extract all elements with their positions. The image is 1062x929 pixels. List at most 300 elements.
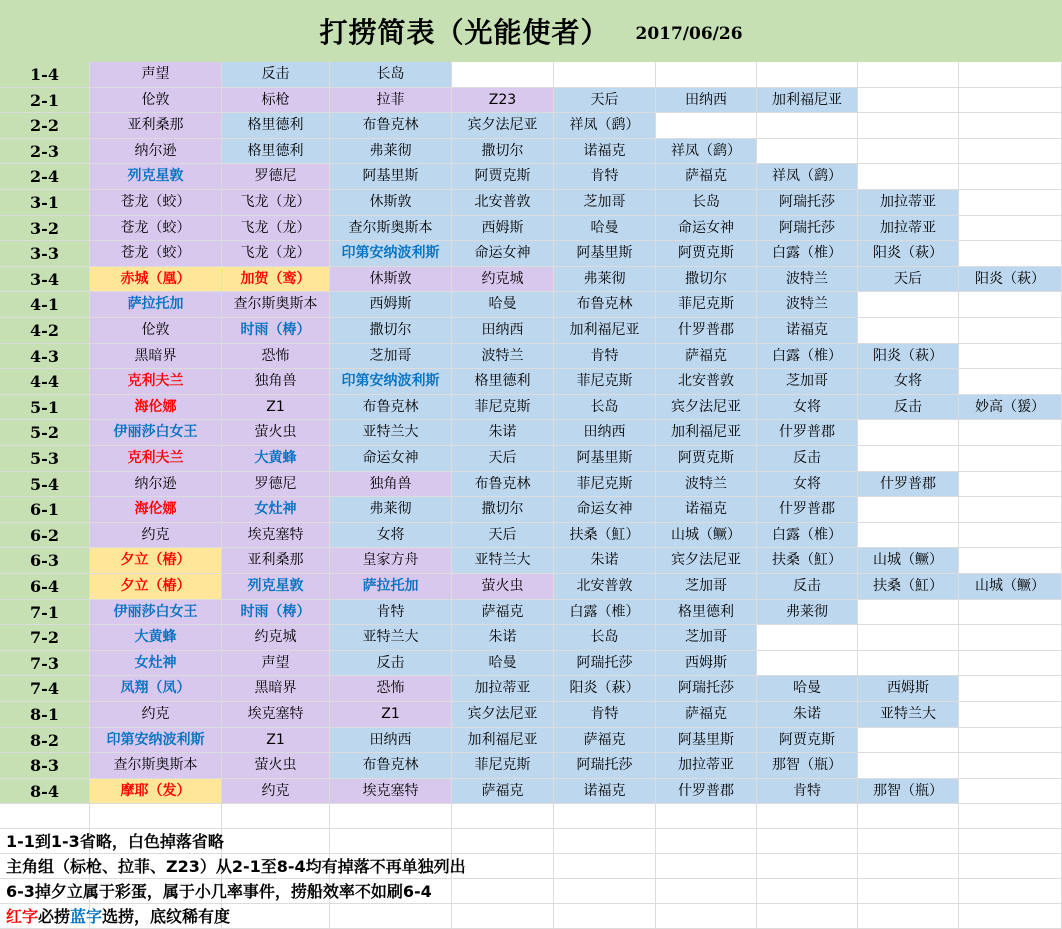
ship-cell: 布鲁克林	[330, 395, 452, 421]
empty-cell	[554, 804, 656, 829]
ship-cell: 哈曼	[452, 651, 554, 677]
ship-cell: 黑暗界	[90, 344, 222, 370]
ship-cell: 亚特兰大	[452, 548, 554, 574]
note-segment: 红字	[6, 907, 39, 927]
ship-cell: 菲尼克斯	[452, 395, 554, 421]
empty-cell	[858, 904, 959, 929]
ship-cell: 女灶神	[222, 497, 330, 523]
table-row	[0, 88, 1062, 114]
ship-cell: 加利福尼亚	[452, 728, 554, 754]
stage-label: 5-4	[0, 472, 90, 498]
ship-cell: 印第安纳波利斯	[330, 241, 452, 267]
empty-cell	[452, 879, 554, 904]
ship-cell: 阳炎（萩）	[959, 267, 1062, 293]
ship-cell: 西姆斯	[330, 292, 452, 318]
ship-cell: 阿瑞托莎	[656, 676, 757, 702]
ship-cell: 祥凤（鹞）	[757, 164, 858, 190]
empty-cell	[959, 446, 1062, 472]
note-row	[0, 904, 1062, 929]
ship-cell: 加利福尼亚	[554, 318, 656, 344]
ship-cell: 菲尼克斯	[452, 753, 554, 779]
ship-cell: 扶桑（魟）	[554, 523, 656, 549]
ship-cell: 朱诺	[452, 420, 554, 446]
empty-cell	[858, 139, 959, 165]
ship-cell: 祥凤（鹞）	[656, 139, 757, 165]
ship-cell: 肯特	[330, 600, 452, 626]
stage-label: 4-4	[0, 369, 90, 395]
ship-cell: 阿基里斯	[330, 164, 452, 190]
empty-cell	[858, 113, 959, 139]
ship-cell: 朱诺	[757, 702, 858, 728]
empty-cell	[554, 854, 656, 879]
ship-cell: 女将	[757, 395, 858, 421]
ship-cell: 萨福克	[452, 600, 554, 626]
ship-cell: 肯特	[757, 779, 858, 805]
note-row	[0, 879, 1062, 904]
empty-cell	[757, 625, 858, 651]
ship-cell: 印第安纳波利斯	[330, 369, 452, 395]
stage-label: 8-4	[0, 779, 90, 805]
ship-cell: 约克城	[452, 267, 554, 293]
empty-cell	[959, 241, 1062, 267]
empty-cell	[959, 625, 1062, 651]
table-row	[0, 344, 1062, 370]
empty-cell	[959, 548, 1062, 574]
ship-cell: 女将	[757, 472, 858, 498]
ship-cell: 祥凤（鹞）	[554, 113, 656, 139]
ship-cell: 加利福尼亚	[656, 420, 757, 446]
ship-cell: 伊丽莎白女王	[90, 420, 222, 446]
sheet-date: 2017/06/26	[635, 24, 743, 44]
table-row	[0, 216, 1062, 242]
ship-cell: 芝加哥	[656, 625, 757, 651]
ship-cell: 长岛	[554, 395, 656, 421]
ship-cell: 伊丽莎白女王	[90, 600, 222, 626]
empty-cell	[90, 804, 222, 829]
empty-cell	[959, 676, 1062, 702]
table-row	[0, 113, 1062, 139]
ship-cell: 查尔斯奥斯本	[222, 292, 330, 318]
ship-cell: 苍龙（蛟）	[90, 190, 222, 216]
ship-cell: 宾夕法尼亚	[452, 113, 554, 139]
ship-cell: 芝加哥	[656, 574, 757, 600]
note-segment: 1-1到1-3省略，白色掉落省略	[6, 832, 224, 852]
ship-cell: 阿瑞托莎	[554, 651, 656, 677]
ship-cell: 加拉蒂亚	[656, 753, 757, 779]
ship-cell: 阿基里斯	[554, 241, 656, 267]
empty-cell	[656, 804, 757, 829]
empty-cell	[959, 139, 1062, 165]
table-row	[0, 497, 1062, 523]
ship-cell: 弗莱彻	[330, 139, 452, 165]
empty-cell	[959, 497, 1062, 523]
empty-cell	[656, 113, 757, 139]
empty-cell	[452, 804, 554, 829]
stage-label: 4-1	[0, 292, 90, 318]
ship-cell: 北安普敦	[452, 190, 554, 216]
title-bar	[0, 0, 1062, 63]
ship-cell: 肯特	[554, 702, 656, 728]
ship-cell: 萨拉托加	[90, 292, 222, 318]
ship-cell: 田纳西	[554, 420, 656, 446]
empty-cell	[959, 420, 1062, 446]
empty-cell	[757, 62, 858, 88]
empty-cell	[858, 625, 959, 651]
empty-cell	[757, 139, 858, 165]
empty-cell	[959, 216, 1062, 242]
table-row	[0, 779, 1062, 805]
ship-cell: 飞龙（龙）	[222, 241, 330, 267]
ship-cell: 萨拉托加	[330, 574, 452, 600]
ship-cell: 海伦娜	[90, 395, 222, 421]
empty-cell	[959, 753, 1062, 779]
ship-cell: 白露（椎）	[757, 523, 858, 549]
ship-cell: 白露（椎）	[757, 344, 858, 370]
stage-label: 5-3	[0, 446, 90, 472]
stage-label: 1-4	[0, 62, 90, 88]
ship-cell: 西姆斯	[858, 676, 959, 702]
ship-cell: 反击	[757, 574, 858, 600]
table-row	[0, 369, 1062, 395]
empty-cell	[858, 88, 959, 114]
empty-cell	[757, 651, 858, 677]
stage-label: 2-1	[0, 88, 90, 114]
stage-label: 2-4	[0, 164, 90, 190]
note-row	[0, 829, 1062, 854]
ship-cell: 埃克塞特	[222, 523, 330, 549]
note-text	[6, 904, 230, 929]
stage-label: 5-2	[0, 420, 90, 446]
stage-label: 7-4	[0, 676, 90, 702]
note-segment: 6-3掉夕立属于彩蛋，属于小几率事件，捞船效率不如刷6-4	[6, 882, 432, 902]
ship-cell: 芝加哥	[330, 344, 452, 370]
ship-cell: 罗德尼	[222, 472, 330, 498]
ship-cell: 亚利桑那	[222, 548, 330, 574]
ship-cell: 克利夫兰	[90, 446, 222, 472]
ship-cell: 哈曼	[757, 676, 858, 702]
ship-cell: 女灶神	[90, 651, 222, 677]
empty-cell	[959, 600, 1062, 626]
empty-cell	[858, 753, 959, 779]
empty-cell	[222, 829, 330, 854]
ship-cell: 宾夕法尼亚	[656, 395, 757, 421]
ship-cell: 阳炎（萩）	[554, 676, 656, 702]
ship-cell: 飞龙（龙）	[222, 190, 330, 216]
ship-cell: 弗莱彻	[330, 497, 452, 523]
ship-cell: 北安普敦	[656, 369, 757, 395]
empty-cell	[858, 829, 959, 854]
stage-label: 8-2	[0, 728, 90, 754]
ship-cell: 反击	[858, 395, 959, 421]
empty-cell	[858, 62, 959, 88]
ship-cell: 约克	[90, 702, 222, 728]
empty-cell	[0, 804, 90, 829]
note-row	[0, 854, 1062, 879]
stage-label: 8-1	[0, 702, 90, 728]
ship-cell: 宾夕法尼亚	[656, 548, 757, 574]
empty-cell	[554, 904, 656, 929]
ship-cell: 命运女神	[656, 216, 757, 242]
empty-cell	[452, 829, 554, 854]
ship-cell: 大黄蜂	[222, 446, 330, 472]
ship-cell: 撒切尔	[656, 267, 757, 293]
empty-cell	[858, 446, 959, 472]
empty-cell	[959, 804, 1062, 829]
ship-cell: 天后	[858, 267, 959, 293]
empty-cell	[858, 497, 959, 523]
ship-cell: 撒切尔	[452, 139, 554, 165]
ship-cell: 朱诺	[452, 625, 554, 651]
ship-cell: 弗莱彻	[554, 267, 656, 293]
ship-cell: 亚利桑那	[90, 113, 222, 139]
table-row	[0, 472, 1062, 498]
stage-label: 7-1	[0, 600, 90, 626]
empty-cell	[858, 523, 959, 549]
stage-label: 5-1	[0, 395, 90, 421]
stage-label: 7-2	[0, 625, 90, 651]
empty-cell	[959, 779, 1062, 805]
ship-cell: 女将	[858, 369, 959, 395]
ship-cell: 休斯敦	[330, 190, 452, 216]
empty-cell	[656, 62, 757, 88]
empty-cell	[858, 728, 959, 754]
ship-cell: 阿贾克斯	[656, 241, 757, 267]
empty-cell	[959, 344, 1062, 370]
empty-cell	[959, 854, 1062, 879]
stage-label: 3-2	[0, 216, 90, 242]
ship-cell: 阿贾克斯	[656, 446, 757, 472]
ship-cell: 亚特兰大	[858, 702, 959, 728]
empty-cell	[757, 904, 858, 929]
table-row	[0, 728, 1062, 754]
table-row	[0, 62, 1062, 88]
ship-cell: 布鲁克林	[554, 292, 656, 318]
stage-label: 7-3	[0, 651, 90, 677]
table-row	[0, 190, 1062, 216]
table-row	[0, 574, 1062, 600]
ship-cell: 阿贾克斯	[757, 728, 858, 754]
ship-cell: 摩耶（发）	[90, 779, 222, 805]
ship-cell: 萤火虫	[222, 420, 330, 446]
ship-cell: Z1	[330, 702, 452, 728]
ship-cell: 阿瑞托莎	[757, 216, 858, 242]
empty-cell	[858, 600, 959, 626]
ship-cell: 诺福克	[554, 139, 656, 165]
ship-cell: 什罗普郡	[757, 497, 858, 523]
empty-cell	[757, 113, 858, 139]
ship-cell: 苍龙（蛟）	[90, 241, 222, 267]
ship-cell: 加拉蒂亚	[858, 190, 959, 216]
ship-cell: 北安普敦	[554, 574, 656, 600]
ship-cell: 阿基里斯	[554, 446, 656, 472]
table-row	[0, 318, 1062, 344]
ship-cell: 时雨（梼）	[222, 600, 330, 626]
stage-label: 6-4	[0, 574, 90, 600]
table-row	[0, 600, 1062, 626]
empty-cell	[959, 318, 1062, 344]
ship-cell: 恐怖	[330, 676, 452, 702]
note-text	[6, 879, 432, 904]
empty-cell	[959, 190, 1062, 216]
note-segment: 蓝字	[70, 907, 103, 927]
table-row	[0, 267, 1062, 293]
ship-cell: 白露（椎）	[757, 241, 858, 267]
empty-cell	[656, 904, 757, 929]
empty-cell	[959, 904, 1062, 929]
empty-cell	[959, 292, 1062, 318]
ship-cell: 独角兽	[222, 369, 330, 395]
ship-cell: 萨福克	[656, 164, 757, 190]
empty-cell	[959, 62, 1062, 88]
ship-cell: 恐怖	[222, 344, 330, 370]
table-row	[0, 625, 1062, 651]
ship-cell: 约克	[90, 523, 222, 549]
ship-cell: Z1	[222, 728, 330, 754]
ship-cell: 弗莱彻	[757, 600, 858, 626]
empty-cell	[222, 804, 330, 829]
ship-cell: 阿瑞托莎	[757, 190, 858, 216]
ship-cell: 菲尼克斯	[554, 369, 656, 395]
ship-cell: 芝加哥	[554, 190, 656, 216]
ship-cell: 宾夕法尼亚	[452, 702, 554, 728]
empty-cell	[858, 318, 959, 344]
ship-cell: 约克	[222, 779, 330, 805]
ship-cell: 阿贾克斯	[452, 164, 554, 190]
ship-cell: 纳尔逊	[90, 139, 222, 165]
ship-cell: 声望	[90, 62, 222, 88]
ship-cell: 扶桑（魟）	[757, 548, 858, 574]
empty-cell	[330, 804, 452, 829]
ship-cell: 约克城	[222, 625, 330, 651]
stage-label: 4-3	[0, 344, 90, 370]
ship-cell: 查尔斯奥斯本	[330, 216, 452, 242]
ship-cell: 查尔斯奥斯本	[90, 753, 222, 779]
empty-cell	[959, 651, 1062, 677]
empty-cell	[656, 854, 757, 879]
ship-cell: 西姆斯	[452, 216, 554, 242]
empty-cell	[330, 904, 452, 929]
ship-cell: 夕立（椿）	[90, 574, 222, 600]
note-text	[6, 854, 466, 879]
empty-cell	[858, 651, 959, 677]
ship-cell: 萨福克	[656, 702, 757, 728]
ship-cell: 加利福尼亚	[757, 88, 858, 114]
ship-cell: 加贺（鸾）	[222, 267, 330, 293]
table-row	[0, 292, 1062, 318]
ship-cell: 山城（鳜）	[656, 523, 757, 549]
ship-cell: 山城（鳜）	[959, 574, 1062, 600]
ship-cell: 罗德尼	[222, 164, 330, 190]
ship-cell: 那智（瓶）	[757, 753, 858, 779]
empty-cell	[959, 88, 1062, 114]
empty-cell	[959, 369, 1062, 395]
ship-cell: 朱诺	[554, 548, 656, 574]
table-row	[0, 139, 1062, 165]
ship-cell: 萤火虫	[452, 574, 554, 600]
ship-cell: 布鲁克林	[330, 113, 452, 139]
empty-cell	[959, 523, 1062, 549]
ship-cell: 夕立（椿）	[90, 548, 222, 574]
ship-cell: 什罗普郡	[656, 318, 757, 344]
ship-cell: 什罗普郡	[757, 420, 858, 446]
ship-cell: 肯特	[554, 164, 656, 190]
empty-cell	[554, 829, 656, 854]
ship-cell: 田纳西	[330, 728, 452, 754]
ship-cell: 阿瑞托莎	[554, 753, 656, 779]
ship-cell: 妙高（猨）	[959, 395, 1062, 421]
ship-cell: 阿基里斯	[656, 728, 757, 754]
ship-cell: 哈曼	[554, 216, 656, 242]
table-row	[0, 164, 1062, 190]
empty-cell	[858, 879, 959, 904]
empty-cell	[656, 879, 757, 904]
table-row	[0, 676, 1062, 702]
empty-cell	[858, 420, 959, 446]
ship-cell: 天后	[452, 523, 554, 549]
ship-cell: 女将	[330, 523, 452, 549]
stage-label: 2-3	[0, 139, 90, 165]
ship-cell: 飞龙（龙）	[222, 216, 330, 242]
ship-cell: 海伦娜	[90, 497, 222, 523]
table-row	[0, 548, 1062, 574]
stage-label: 2-2	[0, 113, 90, 139]
ship-cell: 伦敦	[90, 88, 222, 114]
note-segment: 主角组（标枪、拉菲、Z23）从2-1至8-4均有掉落不再单独列出	[6, 857, 466, 877]
stage-label: 6-2	[0, 523, 90, 549]
ship-cell: 萨福克	[656, 344, 757, 370]
empty-cell	[858, 804, 959, 829]
ship-cell: 反击	[757, 446, 858, 472]
stage-label: 6-1	[0, 497, 90, 523]
ship-cell: 命运女神	[554, 497, 656, 523]
ship-cell: 纳尔逊	[90, 472, 222, 498]
table-row	[0, 446, 1062, 472]
ship-cell: 阳炎（萩）	[858, 344, 959, 370]
note-row	[0, 804, 1062, 829]
empty-cell	[757, 879, 858, 904]
ship-cell: 阳炎（萩）	[858, 241, 959, 267]
empty-cell	[452, 854, 554, 879]
ship-cell: 格里德利	[452, 369, 554, 395]
ship-cell: 命运女神	[452, 241, 554, 267]
table-row	[0, 651, 1062, 677]
ship-cell: 加拉蒂亚	[858, 216, 959, 242]
sheet-title: 打捞简表（光能使者）	[319, 16, 610, 49]
ship-cell: 时雨（梼）	[222, 318, 330, 344]
empty-cell	[858, 854, 959, 879]
ship-cell: 格里德利	[656, 600, 757, 626]
ship-cell: Z23	[452, 88, 554, 114]
ship-cell: 苍龙（蛟）	[90, 216, 222, 242]
stage-label: 4-2	[0, 318, 90, 344]
ship-cell: 长岛	[656, 190, 757, 216]
ship-cell: 天后	[554, 88, 656, 114]
ship-cell: 埃克塞特	[330, 779, 452, 805]
ship-cell: 列克星敦	[222, 574, 330, 600]
ship-cell: 哈曼	[452, 292, 554, 318]
ship-cell: 埃克塞特	[222, 702, 330, 728]
empty-cell	[452, 62, 554, 88]
table-row	[0, 702, 1062, 728]
ship-cell: 山城（鳜）	[858, 548, 959, 574]
ship-cell: Z1	[222, 395, 330, 421]
ship-cell: 反击	[330, 651, 452, 677]
ship-cell: 什罗普郡	[656, 779, 757, 805]
ship-cell: 皇家方舟	[330, 548, 452, 574]
ship-cell: 格里德利	[222, 139, 330, 165]
ship-cell: 黑暗界	[222, 676, 330, 702]
ship-cell: 伦敦	[90, 318, 222, 344]
